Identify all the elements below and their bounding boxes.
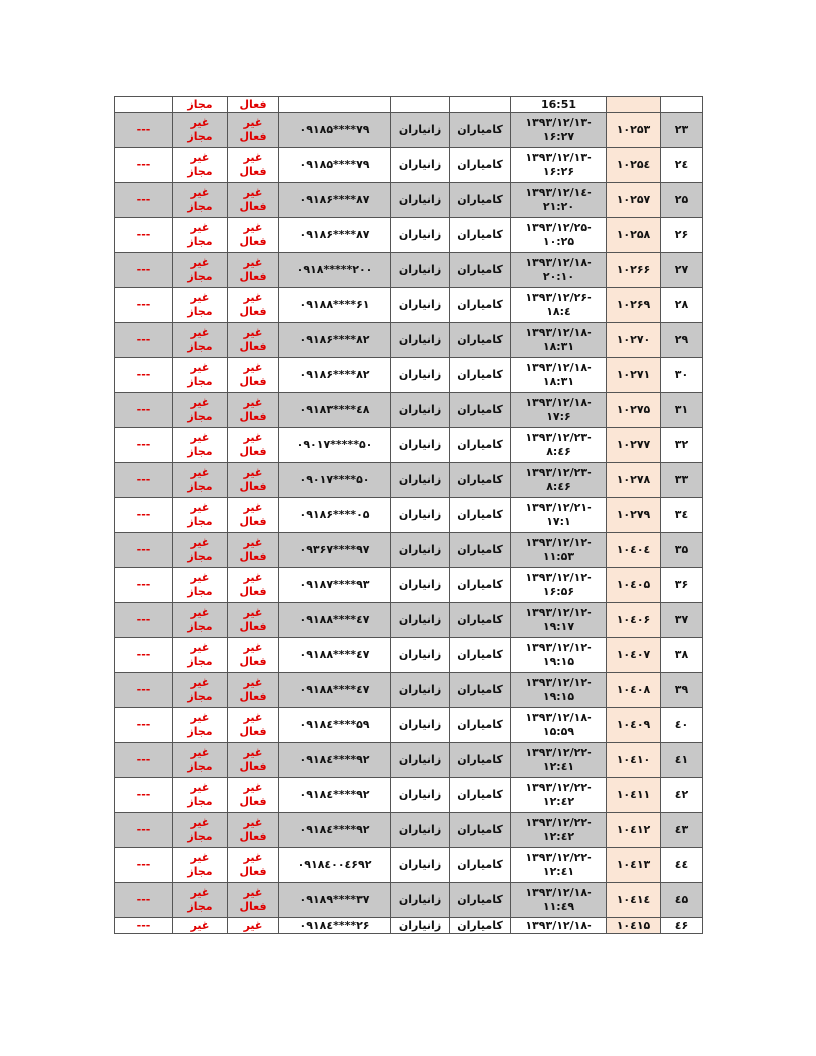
cell-extra: ---: [115, 778, 173, 813]
cell-permit: غیر مجاز: [173, 603, 228, 638]
cell-brand: کامیاران: [450, 813, 511, 848]
cell-extra: ---: [115, 883, 173, 918]
table-row: [115, 253, 703, 288]
cell-date: ۱۳۹۳/۱۲/۱۲- ۱۱:۵۳: [511, 533, 607, 568]
cell-code: [607, 97, 661, 113]
cell-brand: کامیاران: [450, 253, 511, 288]
cell-num: ۲۹: [661, 323, 703, 358]
cell-code: ۱۰٤۰٤: [607, 533, 661, 568]
cell-num: ۳۹: [661, 673, 703, 708]
cell-date: ۱۳۹۳/۱۲/۲۲- ۱۲:٤۲: [511, 813, 607, 848]
cell-extra: ---: [115, 463, 173, 498]
table-row: [115, 428, 703, 463]
cell-code: ۱۰٤۱۱: [607, 778, 661, 813]
cell-date: ۱۳۹۳/۱۲/۲۲- ۱۲:٤۱: [511, 848, 607, 883]
cell-status: غیر فعال: [228, 253, 279, 288]
cell-phone: ۰۹۱۸۶****۸۲: [279, 323, 391, 358]
cell-phone: ۰۹۳۶۷****۹۷: [279, 533, 391, 568]
cell-date: ۱۳۹۳/۱۲/۱۸- ۱۸:۳۱: [511, 323, 607, 358]
table-row: [115, 218, 703, 253]
cell-code: ۱۰۲۷۵: [607, 393, 661, 428]
cell-city: زانیاران: [391, 218, 450, 253]
cell-status: غیر فعال: [228, 288, 279, 323]
cell-code: ۱۰۲۷۰: [607, 323, 661, 358]
cell-city: زانیاران: [391, 533, 450, 568]
cell-code: ۱۰٤۱۵: [607, 918, 661, 934]
cell-city: زانیاران: [391, 778, 450, 813]
cell-code: ۱۰۲۶۹: [607, 288, 661, 323]
cell-status: غیر فعال: [228, 883, 279, 918]
cell-status: غیر فعال: [228, 463, 279, 498]
cell-phone: ۰۹۱۸۷****۹۳: [279, 568, 391, 603]
cell-permit: غیر مجاز: [173, 463, 228, 498]
cell-permit: غیر: [173, 918, 228, 934]
cell-date: ۱۳۹۳/۱۲/۱۸- ۱۷:۶: [511, 393, 607, 428]
cell-brand: کامیاران: [450, 673, 511, 708]
cell-brand: کامیاران: [450, 498, 511, 533]
cell-permit: غیر مجاز: [173, 813, 228, 848]
cell-num: ۳۵: [661, 533, 703, 568]
cell-num: ۳۶: [661, 568, 703, 603]
cell-extra: ---: [115, 183, 173, 218]
cell-city: زانیاران: [391, 428, 450, 463]
cell-code: ۱۰۲۵۷: [607, 183, 661, 218]
cell-date: ۱۳۹۳/۱۲/۱٤- ۲۱:۲۰: [511, 183, 607, 218]
table-row: [115, 323, 703, 358]
cell-brand: کامیاران: [450, 428, 511, 463]
cell-brand: کامیاران: [450, 883, 511, 918]
cell-date: ۱۳۹۳/۱۲/۱۸-: [511, 918, 607, 934]
table-row: [115, 638, 703, 673]
cell-code: ۱۰٤۱٤: [607, 883, 661, 918]
table-row: [115, 288, 703, 323]
cell-num: ۲۳: [661, 113, 703, 148]
cell-status: غیر فعال: [228, 603, 279, 638]
cell-num: ۲۶: [661, 218, 703, 253]
cell-num: ۳٤: [661, 498, 703, 533]
cell-extra: ---: [115, 218, 173, 253]
table-row: [115, 183, 703, 218]
cell-extra: ---: [115, 253, 173, 288]
cell-city: زانیاران: [391, 393, 450, 428]
cell-date: ۱۳۹۳/۱۲/۱۲- ۱۹:۱۷: [511, 603, 607, 638]
cell-city: زانیاران: [391, 743, 450, 778]
cell-extra: ---: [115, 568, 173, 603]
cell-num: ۲۸: [661, 288, 703, 323]
cell-extra: ---: [115, 113, 173, 148]
cell-phone: ۰۹۱۸۶****۸۷: [279, 218, 391, 253]
cell-num: [661, 97, 703, 113]
cell-date: ۱۳۹۳/۱۲/۲۱- ۱۷:۱: [511, 498, 607, 533]
cell-extra: ---: [115, 638, 173, 673]
cell-extra: [115, 97, 173, 113]
cell-date: ۱۳۹۳/۱۲/۱۲- ۱۹:۱۵: [511, 638, 607, 673]
cell-phone: ۰۹۱۸۶****۰۵: [279, 498, 391, 533]
cell-permit: غیر مجاز: [173, 183, 228, 218]
cell-extra: ---: [115, 358, 173, 393]
cell-city: زانیاران: [391, 498, 450, 533]
cell-status: غیر فعال: [228, 813, 279, 848]
table-row: [115, 883, 703, 918]
cell-num: ۳۷: [661, 603, 703, 638]
cell-status: غیر فعال: [228, 323, 279, 358]
cell-num: ۳۱: [661, 393, 703, 428]
cell-city: زانیاران: [391, 848, 450, 883]
table-row: [115, 813, 703, 848]
cell-code: ۱۰۲۷۸: [607, 463, 661, 498]
cell-permit: غیر مجاز: [173, 498, 228, 533]
cell-status: غیر فعال: [228, 673, 279, 708]
cell-permit: مجاز: [173, 97, 228, 113]
cell-code: ۱۰٤۱۰: [607, 743, 661, 778]
cell-extra: ---: [115, 533, 173, 568]
cell-status: غیر فعال: [228, 393, 279, 428]
cell-brand: کامیاران: [450, 393, 511, 428]
cell-brand: کامیاران: [450, 638, 511, 673]
cell-num: ۳۰: [661, 358, 703, 393]
table-row: [115, 848, 703, 883]
cell-extra: ---: [115, 813, 173, 848]
cell-status: فعال: [228, 97, 279, 113]
cell-brand: کامیاران: [450, 113, 511, 148]
cell-status: غیر فعال: [228, 568, 279, 603]
cell-extra: ---: [115, 498, 173, 533]
cell-permit: غیر مجاز: [173, 218, 228, 253]
cell-code: ۱۰۲۵٤: [607, 148, 661, 183]
table-body: [115, 97, 703, 934]
cell-permit: غیر مجاز: [173, 883, 228, 918]
table-row: [115, 463, 703, 498]
cell-num: ٤۱: [661, 743, 703, 778]
cell-date: ۱۳۹۳/۱۲/۲۲- ۱۲:٤۲: [511, 778, 607, 813]
cell-code: ۱۰۲۷۹: [607, 498, 661, 533]
cell-date: ۱۳۹۳/۱۲/۱۲- ۱۹:۱۵: [511, 673, 607, 708]
cell-code: ۱۰٤۱۳: [607, 848, 661, 883]
cell-extra: ---: [115, 603, 173, 638]
cell-brand: کامیاران: [450, 323, 511, 358]
cell-brand: کامیاران: [450, 778, 511, 813]
table-row: [115, 743, 703, 778]
cell-permit: غیر مجاز: [173, 113, 228, 148]
cell-date: ۱۳۹۳/۱۲/۱۸- ۱۸:۳۱: [511, 358, 607, 393]
cell-date: ۱۳۹۳/۱۲/۱۲- ۱۶:۵۶: [511, 568, 607, 603]
cell-brand: کامیاران: [450, 918, 511, 934]
cell-phone: ۰۹۱۸۳****٤۸: [279, 393, 391, 428]
cell-phone: ۰۹۱۸٤****۵۹: [279, 708, 391, 743]
cell-extra: ---: [115, 288, 173, 323]
table-row: [115, 113, 703, 148]
cell-city: زانیاران: [391, 638, 450, 673]
cell-extra: ---: [115, 918, 173, 934]
table-row: [115, 148, 703, 183]
cell-code: ۱۰۲۷۱: [607, 358, 661, 393]
table-row: [115, 603, 703, 638]
cell-brand: کامیاران: [450, 743, 511, 778]
cell-date: ۱۳۹۳/۱۲/۲۳- ۸:٤۶: [511, 463, 607, 498]
cell-phone: ۰۹۱۸٤۰۰٤۶۹۲: [279, 848, 391, 883]
cell-code: ۱۰٤۰۶: [607, 603, 661, 638]
cell-city: زانیاران: [391, 603, 450, 638]
cell-extra: ---: [115, 848, 173, 883]
cell-code: ۱۰٤۰۹: [607, 708, 661, 743]
cell-phone: ۰۹۱۸۵****۷۹: [279, 113, 391, 148]
table-row: [115, 358, 703, 393]
cell-phone: ۰۹۱۸۶****۸۲: [279, 358, 391, 393]
cell-code: ۱۰۲۷۷: [607, 428, 661, 463]
table-row-top: [115, 97, 703, 113]
cell-date: ۱۳۹۳/۱۲/۱۳- ۱۶:۲۷: [511, 113, 607, 148]
cell-phone: ۰۹۱۸٤****۹۲: [279, 778, 391, 813]
cell-num: ۲۷: [661, 253, 703, 288]
cell-num: ۳۲: [661, 428, 703, 463]
cell-extra: ---: [115, 743, 173, 778]
cell-status: غیر فعال: [228, 708, 279, 743]
cell-permit: غیر مجاز: [173, 148, 228, 183]
cell-status: غیر فعال: [228, 428, 279, 463]
cell-num: ٤۵: [661, 883, 703, 918]
cell-brand: کامیاران: [450, 848, 511, 883]
cell-city: زانیاران: [391, 148, 450, 183]
cell-status: غیر فعال: [228, 498, 279, 533]
cell-city: زانیاران: [391, 113, 450, 148]
table-row: [115, 708, 703, 743]
cell-status: غیر فعال: [228, 533, 279, 568]
cell-phone: ۰۹۰۱۷****۵۰: [279, 463, 391, 498]
cell-extra: ---: [115, 393, 173, 428]
cell-city: زانیاران: [391, 463, 450, 498]
cell-permit: غیر مجاز: [173, 638, 228, 673]
cell-phone: ۰۹۱۸٤****۹۲: [279, 743, 391, 778]
cell-city: زانیاران: [391, 708, 450, 743]
table-row: [115, 498, 703, 533]
cell-city: زانیاران: [391, 323, 450, 358]
cell-permit: غیر مجاز: [173, 568, 228, 603]
cell-permit: غیر مجاز: [173, 533, 228, 568]
cell-num: ۲٤: [661, 148, 703, 183]
cell-city: زانیاران: [391, 673, 450, 708]
cell-brand: کامیاران: [450, 708, 511, 743]
cell-phone: [279, 97, 391, 113]
cell-permit: غیر مجاز: [173, 253, 228, 288]
cell-code: ۱۰٤۰۵: [607, 568, 661, 603]
cell-city: [391, 97, 450, 113]
cell-permit: غیر مجاز: [173, 673, 228, 708]
cell-date: ۱۳۹۳/۱۲/۲۶- ۱۸:٤: [511, 288, 607, 323]
cell-status: غیر فعال: [228, 848, 279, 883]
cell-phone: ۰۹۱۸٤****۲۶: [279, 918, 391, 934]
cell-code: ۱۰۲۶۶: [607, 253, 661, 288]
cell-date: ۱۳۹۳/۱۲/۲۵- ۱۰:۲۵: [511, 218, 607, 253]
cell-num: ٤۳: [661, 813, 703, 848]
cell-brand: کامیاران: [450, 603, 511, 638]
cell-num: ۳۳: [661, 463, 703, 498]
cell-code: ۱۰۲۵۸: [607, 218, 661, 253]
table-row: [115, 393, 703, 428]
cell-phone: ۰۹۱۸٤****۹۲: [279, 813, 391, 848]
cell-status: غیر فعال: [228, 113, 279, 148]
cell-brand: کامیاران: [450, 183, 511, 218]
cell-date: ۱۳۹۳/۱۲/۲۲- ۱۲:٤۱: [511, 743, 607, 778]
cell-date: ۱۳۹۳/۱۲/۱۸- ۱۵:۵۹: [511, 708, 607, 743]
cell-num: ٤٤: [661, 848, 703, 883]
cell-extra: ---: [115, 708, 173, 743]
cell-phone: ۰۹۰۱۷*****۵۰: [279, 428, 391, 463]
data-table: [114, 96, 703, 934]
cell-code: ۱۰٤۰۸: [607, 673, 661, 708]
cell-phone: ۰۹۱۸۹****۳۷: [279, 883, 391, 918]
cell-status: غیر فعال: [228, 218, 279, 253]
cell-brand: [450, 97, 511, 113]
cell-status: غیر فعال: [228, 183, 279, 218]
cell-status: غیر: [228, 918, 279, 934]
cell-permit: غیر مجاز: [173, 288, 228, 323]
cell-city: زانیاران: [391, 918, 450, 934]
cell-status: غیر فعال: [228, 148, 279, 183]
cell-date: 16:51: [511, 97, 607, 113]
cell-brand: کامیاران: [450, 463, 511, 498]
table-row: [115, 533, 703, 568]
table-row: [115, 568, 703, 603]
cell-status: غیر فعال: [228, 743, 279, 778]
cell-phone: ۰۹۱۸*****۲۰۰: [279, 253, 391, 288]
cell-status: غیر فعال: [228, 638, 279, 673]
table-row: [115, 918, 703, 934]
cell-extra: ---: [115, 323, 173, 358]
cell-extra: ---: [115, 148, 173, 183]
cell-city: زانیاران: [391, 568, 450, 603]
cell-date: ۱۳۹۳/۱۲/۱۳- ۱۶:۲۶: [511, 148, 607, 183]
cell-brand: کامیاران: [450, 288, 511, 323]
cell-code: ۱۰٤۰۷: [607, 638, 661, 673]
cell-permit: غیر مجاز: [173, 323, 228, 358]
cell-permit: غیر مجاز: [173, 743, 228, 778]
cell-extra: ---: [115, 673, 173, 708]
cell-phone: ۰۹۱۸۸****٤۷: [279, 673, 391, 708]
cell-phone: ۰۹۱۸۸****٤۷: [279, 638, 391, 673]
cell-permit: غیر مجاز: [173, 428, 228, 463]
cell-phone: ۰۹۱۸۸****۶۱: [279, 288, 391, 323]
cell-code: ۱۰۲۵۳: [607, 113, 661, 148]
cell-brand: کامیاران: [450, 358, 511, 393]
cell-city: زانیاران: [391, 813, 450, 848]
cell-city: زانیاران: [391, 883, 450, 918]
cell-num: ۳۸: [661, 638, 703, 673]
cell-num: ٤۰: [661, 708, 703, 743]
cell-permit: غیر مجاز: [173, 358, 228, 393]
cell-status: غیر فعال: [228, 778, 279, 813]
cell-num: ٤۲: [661, 778, 703, 813]
cell-num: ٤۶: [661, 918, 703, 934]
cell-brand: کامیاران: [450, 568, 511, 603]
cell-city: زانیاران: [391, 253, 450, 288]
cell-city: زانیاران: [391, 183, 450, 218]
cell-brand: کامیاران: [450, 218, 511, 253]
cell-permit: غیر مجاز: [173, 778, 228, 813]
cell-permit: غیر مجاز: [173, 708, 228, 743]
cell-extra: ---: [115, 428, 173, 463]
cell-status: غیر فعال: [228, 358, 279, 393]
table-row: [115, 673, 703, 708]
cell-num: ۲۵: [661, 183, 703, 218]
cell-permit: غیر مجاز: [173, 848, 228, 883]
cell-date: ۱۳۹۳/۱۲/۱۸- ۱۱:٤۹: [511, 883, 607, 918]
table-row: [115, 778, 703, 813]
cell-phone: ۰۹۱۸۵****۷۹: [279, 148, 391, 183]
cell-city: زانیاران: [391, 358, 450, 393]
cell-city: زانیاران: [391, 288, 450, 323]
cell-date: ۱۳۹۳/۱۲/۱۸- ۲۰:۱۰: [511, 253, 607, 288]
cell-brand: کامیاران: [450, 533, 511, 568]
cell-date: ۱۳۹۳/۱۲/۲۳- ۸:٤۶: [511, 428, 607, 463]
cell-brand: کامیاران: [450, 148, 511, 183]
cell-phone: ۰۹۱۸۶****۸۷: [279, 183, 391, 218]
cell-phone: ۰۹۱۸۸****٤۷: [279, 603, 391, 638]
cell-code: ۱۰٤۱۲: [607, 813, 661, 848]
cell-permit: غیر مجاز: [173, 393, 228, 428]
